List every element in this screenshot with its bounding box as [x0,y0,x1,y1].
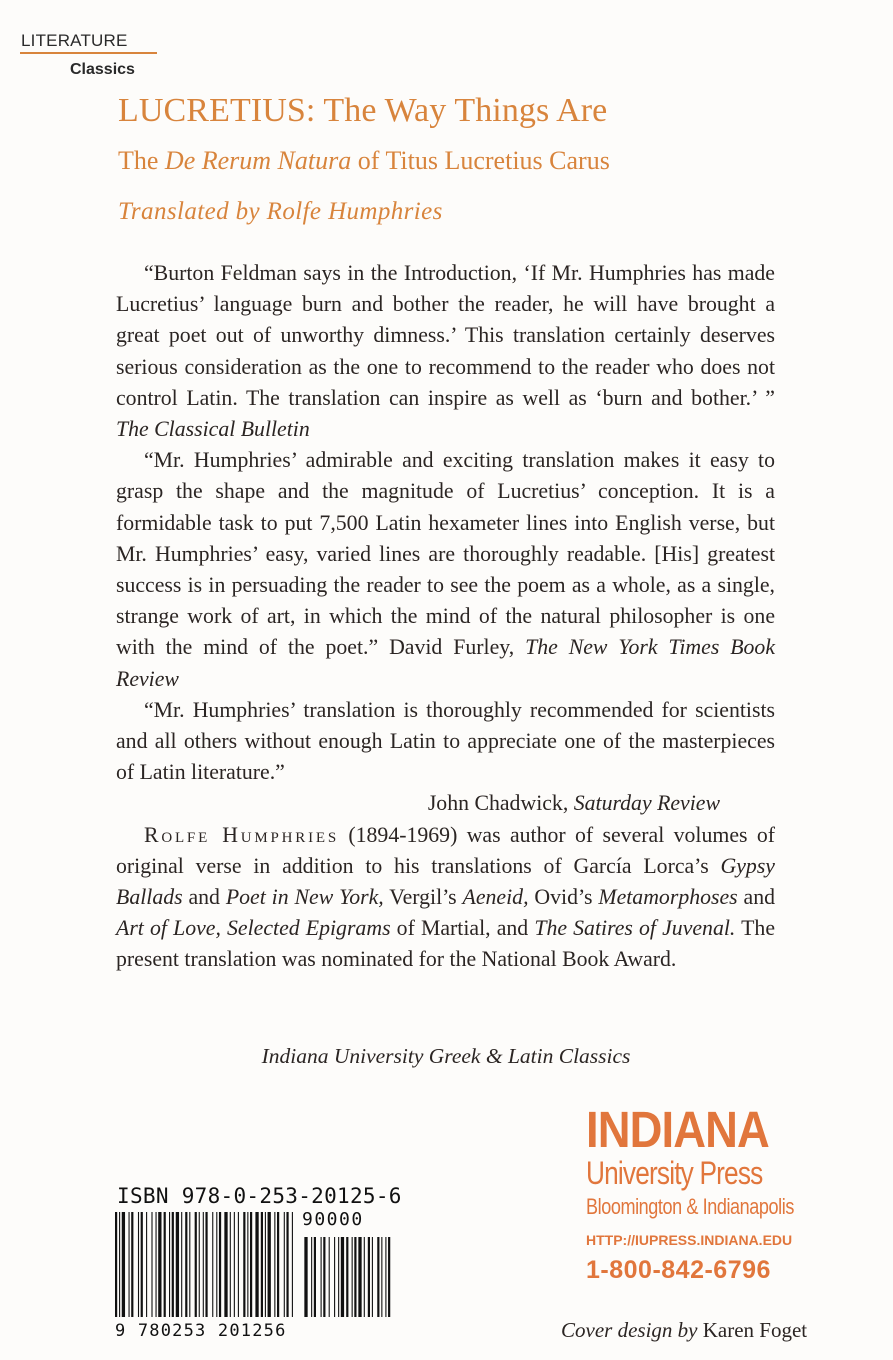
barcode-addon-bar [372,1237,373,1317]
barcode-bar [199,1212,200,1317]
barcode-bar [146,1212,147,1317]
category-divider [20,52,157,54]
category-sublabel: Classics [70,61,135,78]
barcode-bar [243,1212,245,1317]
review-2-source: The New York Times Book Review [116,635,775,691]
barcode-bar [277,1212,279,1317]
barcode-addon-bar [358,1237,361,1317]
review-3: “Mr. Humphries’ translation is thoroughly recommended for scientists and all others without enough Latin to appreciate one of the masterpieces of Latin literature.” [116,697,775,785]
barcode-bar [234,1212,235,1317]
publisher-logo-press: University Press [586,1155,763,1191]
review-text-block [116,258,775,976]
barcode-bar [265,1212,266,1317]
book-subtitle: The De Rerum Natura of Titus Lucretius Carus [118,146,610,175]
barcode-addon-bar [329,1237,330,1317]
barcode-bar [189,1212,190,1317]
barcode-bar [212,1212,213,1317]
barcode-bar [158,1212,161,1317]
series-name: Indiana University Greek & Latin Classics [261,1044,631,1068]
barcode-bar [131,1212,133,1317]
barcode-bar [169,1212,170,1317]
barcode-addon-bar [377,1237,379,1317]
barcode-bar [284,1212,285,1317]
barcode-bar [122,1212,125,1317]
barcode-addon-bar [334,1237,335,1317]
barcode-bar [216,1212,217,1317]
barcode-bar [261,1212,263,1317]
review-1-source: The Classical Bulletin [116,417,310,442]
barcode-addon-bar [364,1237,365,1317]
barcode-addon-bar [381,1237,382,1317]
barcode-bar [141,1212,143,1317]
barcode-addon-bar [346,1237,348,1317]
barcode-addon-bar [321,1237,322,1317]
isbn-label: ISBN 978-0-253-20125-6 [117,1184,402,1208]
barcode-bar [205,1212,207,1317]
barcode-addon-bar [341,1237,344,1317]
barcode-addon-bar [338,1237,339,1317]
barcode-bar [250,1212,252,1317]
barcode-addon-bar [304,1237,307,1317]
cover-credit: Cover design by Karen Foget [561,1318,808,1342]
barcode-addon-bar [352,1237,353,1317]
price-code: 90000 [302,1209,364,1230]
barcode-bar [286,1212,288,1317]
barcode-bar [219,1212,221,1317]
barcode-bar [230,1212,231,1317]
review-3-attribution: John Chadwick, Saturday Review [427,791,720,816]
barcode-bar [172,1212,174,1317]
work-title: De Rerum Natura [164,146,352,175]
barcode-bar [185,1212,187,1317]
barcode-addon-bar [385,1237,386,1317]
review-1: “Burton Feldman says in the Introduction, ‘If Mr. Humphries has made Lucretius’ language burn and bother the reader, he will have brought a great poet out of unworthy dimness.’ This translation certainly deserves serious consideration as the one to recommend to the reader who does not control Latin. The translation can inspire as well as ‘burn and bother.’ ” The Classical Bulletin [116,261,775,442]
barcode-bar [224,1212,227,1317]
barcode-addon-bar [368,1237,370,1317]
barcode-bar [203,1212,204,1317]
review-2: “Mr. Humphries’ admirable and exciting translation makes it easy to grasp the shape and the magnitude of Lucretius’ conception. It is a formidable task to put 7,500 Latin hexameter lines into English verse, but Mr. Humphries’ easy, varied lines are thoroughly readable. [His] greatest success is in persuading the reader to see the poem as a whole, as a single, strange work of art, in which the mind of the natural philosopher is one with the mind of the poet.” David Furley, The New York Times Book Review [116,448,775,691]
barcode-bar [138,1212,139,1317]
barcode-bar [129,1212,130,1317]
barcode-bar [247,1212,248,1317]
category-label: LITERATURE [21,31,128,50]
barcode-bar [292,1212,293,1317]
ean-digits: 9 780253 201256 [115,1321,287,1341]
barcode-bar [268,1212,271,1317]
publisher-city: Bloomington & Indianapolis [586,1194,794,1219]
barcode-addon-bar [314,1237,316,1317]
barcode-bar [119,1212,120,1317]
barcode-bar [255,1212,258,1317]
barcode-bar [156,1212,157,1317]
barcode-bar [181,1212,182,1317]
barcode-bar [274,1212,275,1317]
barcode-bar [164,1212,166,1317]
barcode-addon-bar [354,1237,356,1317]
author-name: Rolfe Humphries [144,822,339,847]
publisher-url: HTTP://IUPRESS.INDIANA.EDU [586,1232,793,1248]
barcode-bar [176,1212,179,1317]
barcode-bar [115,1212,117,1317]
barcode-addon-bar [323,1237,325,1317]
barcode-addon-bar [388,1237,390,1317]
publisher-phone: 1-800-842-6796 [586,1256,771,1284]
barcode-bar [195,1212,197,1317]
translator-line: Translated by Rolfe Humphries [118,198,443,225]
barcode-bar [238,1212,239,1317]
book-title: LUCRETIUS: The Way Things Are [118,92,608,129]
author-bio: Rolfe Humphries (1894-1969) was author of several volumes of original verse in addition to his translations of García Lorca’s Gypsy Ballads and Poet in New York, Vergil’s Aeneid, Ovid’s Metamorphoses and Art of Love, Selected Epigrams of Martial, and The Satires of Juvenal. The present translation was nominated for the National Book Award. [116,822,776,972]
publisher-logo-name: INDIANA [586,1101,769,1158]
barcode-bar [151,1212,152,1317]
barcode-addon-bar [311,1237,312,1317]
